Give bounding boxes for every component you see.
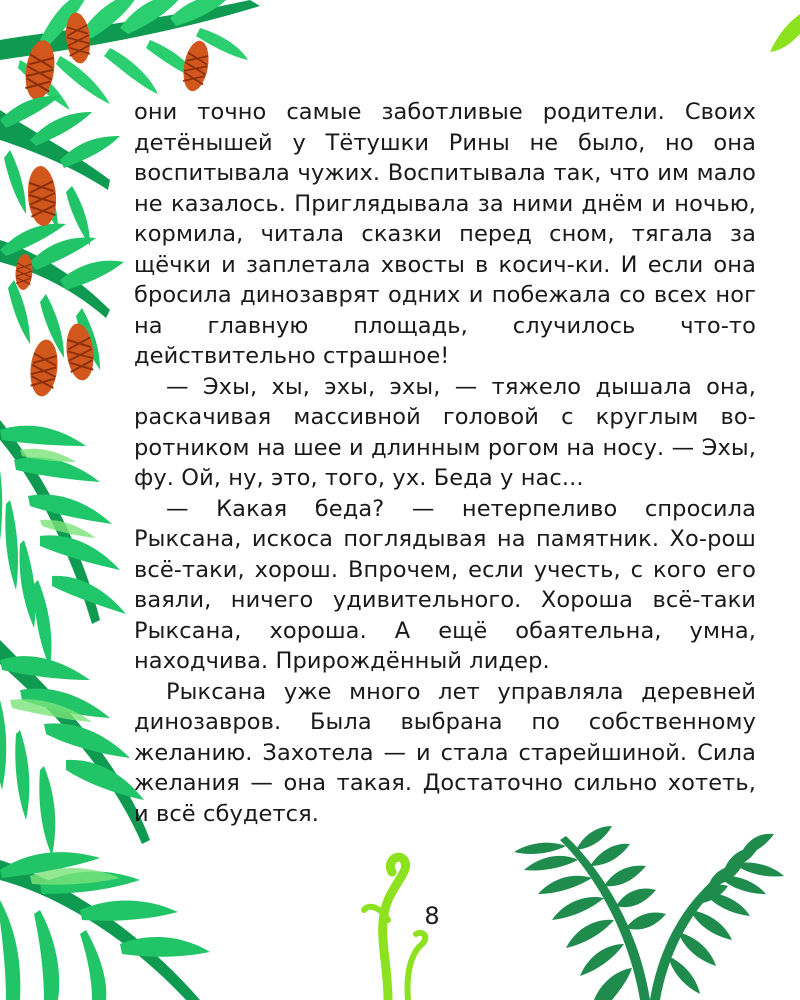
page-number: 8 [424,902,440,930]
fern-decoration [514,826,784,1000]
paragraph-3: — Какая беда? — нетерпеливо спросила Рыксана, искоса поглядывая на памятник. Хо-рош всё-таки, хорош. Впрочем, если учесть, с кого его ваяли, ничего удивительного. Хороша всё-таки Рыксана, хороша. А ещё обаятельна, умна, находчива. Прирождённый лидер. [134,495,756,674]
paragraph-2: — Эхы, хы, эхы, эхы, — тяжело дышала она, раскачивая массивной головой с круглым во-ротником на шее и длинным рогом на носу. — Эхы, фу. Ой, ну, это, того, ух. Беда у нас... [134,373,756,491]
leaf-top-right [770,14,800,52]
pine-branch-left [0,96,124,370]
sprout-decoration [364,857,425,1000]
paragraph-1: они точно самые заботливые родители. Своих детёнышей у Тётушки Рины не было, но она воспитывала чужих. Воспитывала так, что им мало не казалось. Приглядывала за ними днём и ночью, кормила, читала сказки перед сном, тягала за щёчки и заплетала хвосты в косич-ки. И если она бросила динозаврят одних и побежала со всех ног на главную площадь, случилось что-то действительно страшное! [134,99,756,369]
paragraph-4: Рыксана уже много лет управляла деревней динозавров. Была выбрана по собственному желанию. Захотела — и стала старейшиной. Сила желания — она такая. Достаточно сильно хотеть, и всё сбудется. [134,678,756,827]
story-text [134,97,756,829]
pine-branch-lower-left [0,420,126,668]
